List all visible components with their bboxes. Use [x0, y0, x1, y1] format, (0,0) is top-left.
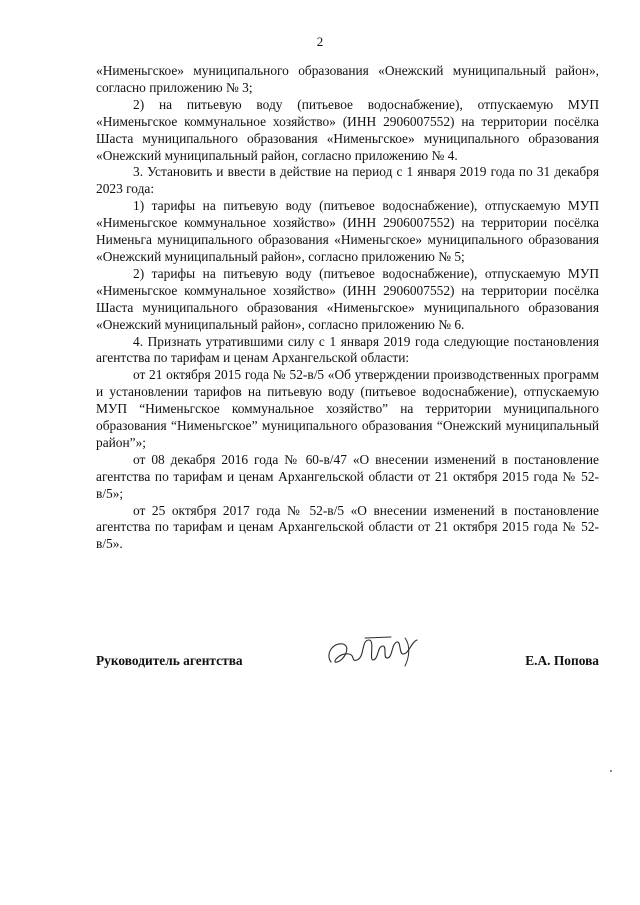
scan-speck — [610, 770, 612, 772]
paragraph-4: 1) тарифы на питьевую воду (питьевое водоснабжение), отпускаемую МУП «Нименьгское коммунальное хозяйство» (ИНН 2906007552) на территории посёлка Нименьга муниципального образования «Нименьгское» муниципального образования «Онежский муниципальный район», согласно приложению № 5; — [96, 198, 599, 264]
paragraph-7: от 21 октября 2015 года № 52-в/5 «Об утверждении производственных программ и установлении тарифов на питьевую воду (питьевое водоснабжение), отпускаемую МУП “Нименьгское коммунальное хозяйство” на территории муниципального образования “Нименьгское” муниципального образования “Онежский муниципальный район”»; — [96, 367, 599, 450]
signatory-role: Руководитель агентства — [96, 653, 243, 668]
paragraph-9: от 25 октября 2017 года № 52-в/5 «О внесении изменений в постановление агентства по тарифам и ценам Архангельской области от 21 октября 2015 года № 52-в/5». — [96, 502, 599, 552]
page-number: 2 — [316, 34, 324, 49]
signature-block — [96, 650, 599, 674]
paragraph-2: 2) на питьевую воду (питьевое водоснабжение), отпускаемую МУП «Нименьгское коммунальное хозяйство» (ИНН 2906007552) на территории посёлка Шаста муниципального образования «Нименьгское» муниципального образования «Онежский муниципальный район, согласно приложению № 4. — [96, 96, 599, 163]
paragraph-1: «Нименьгское» муниципального образования «Онежский муниципальный район», согласно приложению № 3; — [96, 63, 599, 95]
document-body — [96, 63, 599, 553]
paragraph-8: от 08 декабря 2016 года № 60-в/47 «О внесении изменений в постановление агентства по тарифам и ценам Архангельской области от 21 октября 2015 года № 52-в/5»; — [96, 451, 599, 501]
handwritten-signature — [321, 632, 431, 672]
signatory-name: Е.А. Попова — [525, 653, 599, 668]
paragraph-5: 2) тарифы на питьевую воду (питьевое водоснабжение), отпускаемую МУП «Нименьгское коммунальное хозяйство» (ИНН 2906007552) на территории посёлка Шаста муниципального образования «Нименьгское» муниципального образования «Онежский муниципальный район», согласно приложению № 6. — [96, 265, 599, 332]
paragraph-6: 4. Признать утратившими силу с 1 января 2019 года следующие постановления агентства по тарифам и ценам Архангельской области: — [96, 333, 599, 366]
paragraph-3: 3. Установить и ввести в действие на период с 1 января 2019 года по 31 декабря 2023 года: — [96, 164, 599, 197]
